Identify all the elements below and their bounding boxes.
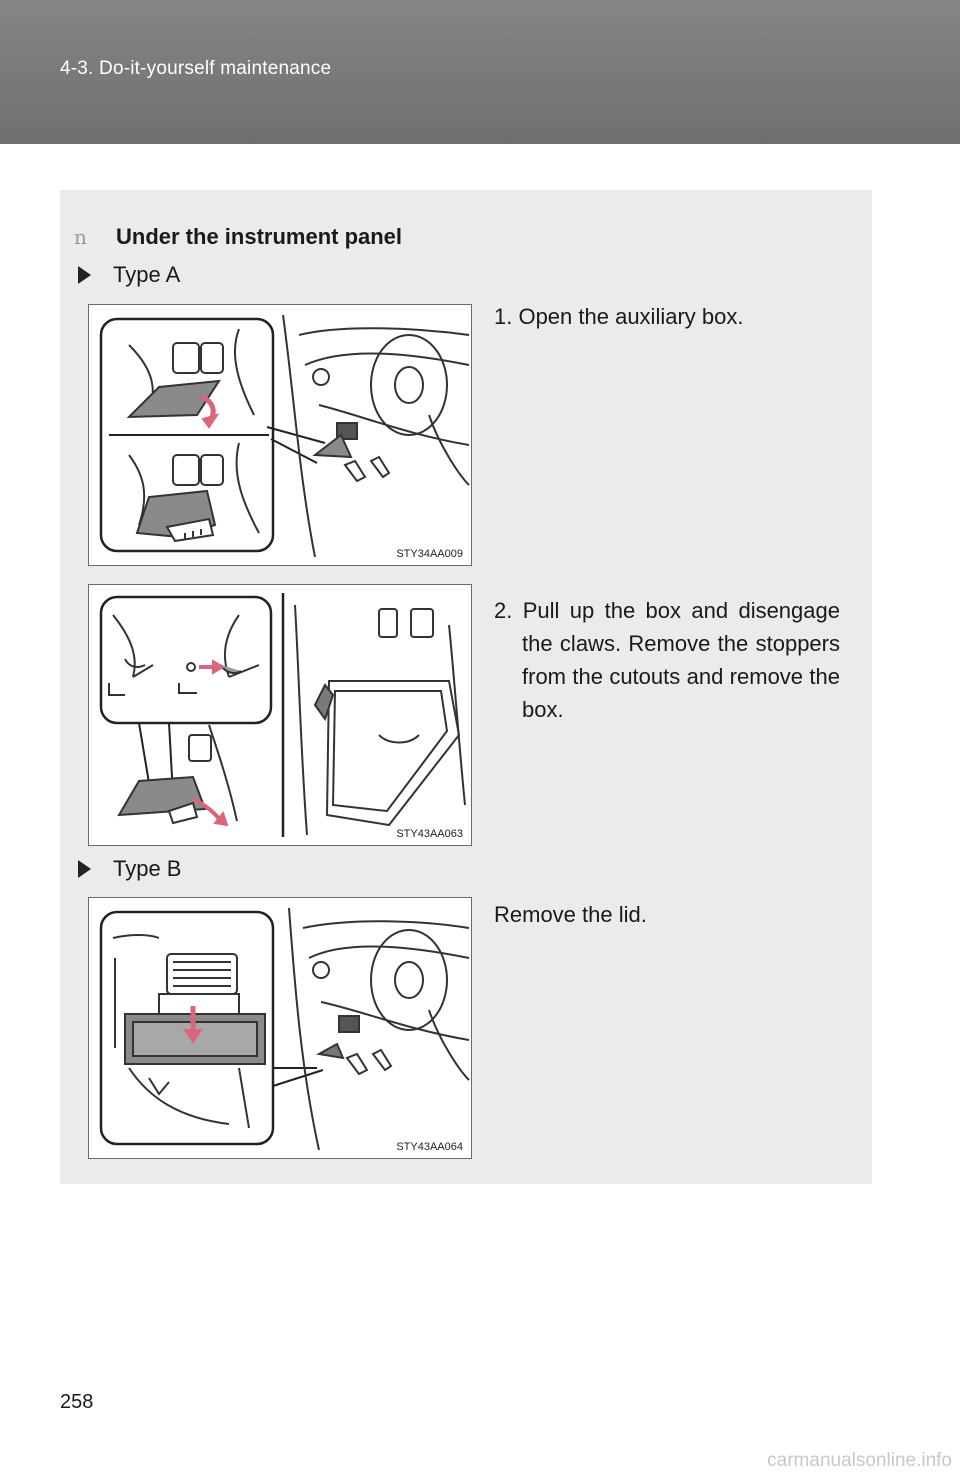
figure-code: STY34AA009 xyxy=(396,548,463,560)
type-a-label-text: Type A xyxy=(113,262,181,287)
triangle-bullet-icon xyxy=(78,266,91,284)
type-a-label xyxy=(78,262,180,288)
figure-open-auxiliary-box xyxy=(88,304,472,566)
figure-remove-lid xyxy=(88,897,472,1159)
figure-code: STY43AA064 xyxy=(396,1141,463,1153)
triangle-bullet-icon xyxy=(78,860,91,878)
page-number: 258 xyxy=(60,1391,94,1413)
type-b-step-text: Remove the lid. xyxy=(494,902,647,927)
square-bullet-icon: n xyxy=(74,225,87,249)
section-heading xyxy=(74,224,402,250)
figure-remove-box xyxy=(88,584,472,846)
section-heading-text: Under the instrument panel xyxy=(116,224,403,249)
type-b-label-text: Type B xyxy=(113,856,182,881)
remove-box-illustration xyxy=(89,585,472,846)
remove-lid-illustration xyxy=(89,898,472,1159)
figure-code: STY43AA063 xyxy=(396,828,463,840)
type-b-label xyxy=(78,856,181,882)
watermark: carmanualsonline.info xyxy=(767,1450,952,1471)
step-2-text: 2. Pull up the box and disengage the claws. Remove the stoppers from the cutouts and remove the box. xyxy=(494,598,840,722)
page-header xyxy=(0,0,960,144)
step-1-text: 1. Open the auxiliary box. xyxy=(494,304,744,329)
auxiliary-box-illustration xyxy=(89,305,472,566)
section-title: 4-3. Do-it-yourself maintenance xyxy=(60,58,332,79)
